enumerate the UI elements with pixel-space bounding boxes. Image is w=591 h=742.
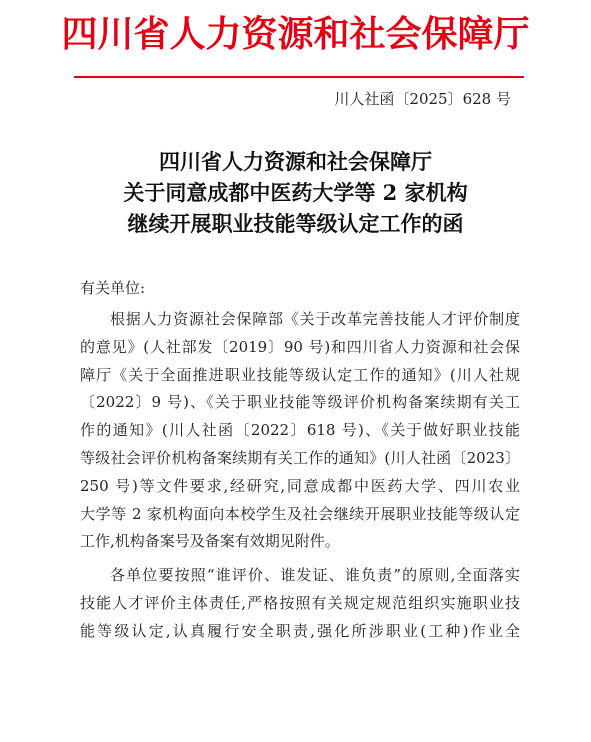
body-line: 作的通知》(川人社函〔2022〕618 号)、《关于做好职业技能 xyxy=(80,421,520,440)
salutation: 有关单位: xyxy=(80,279,146,297)
title-line-2: 关于同意成都中医药大学等 2 家机构 xyxy=(123,180,468,205)
title-line-3: 继续开展职业技能等级认定工作的函 xyxy=(127,211,464,236)
body-line: 能等级认定,认真履行安全职责,强化所涉职业(工种)作业全 xyxy=(80,621,520,640)
body-line: 的意见》(人社部发〔2019〕90 号)和四川省人力资源和社会保 xyxy=(80,337,520,356)
letterhead-title: 四川省人力资源和社会保障厅 xyxy=(61,13,530,55)
body-line: 〔2022〕9 号)、《关于职业技能等级评价机构备案续期有关工 xyxy=(80,393,520,412)
body-line: 大学等 2 家机构面向本校学生及社会继续开展职业技能等级认定 xyxy=(80,504,520,523)
body-line: 250 号)等文件要求,经研究,同意成都中医药大学、四川农业 xyxy=(80,476,520,495)
body-line: 等级社会评价机构备案续期有关工作的通知》(川人社函〔2023〕 xyxy=(80,448,520,467)
body-line: 障厅《关于全面推进职业技能等级认定工作的通知》(川人社规 xyxy=(80,365,520,384)
document-number: 川人社函〔2025〕628 号 xyxy=(334,90,511,108)
body-line: 根据人力资源社会保障部《关于改革完善技能人才评价制度 xyxy=(110,310,520,328)
body-line: 各单位要按照“谁评价、谁发证、谁负责”的原则,全面落实 xyxy=(110,566,520,585)
body-line: 工作,机构备案号及备案有效期见附件。 xyxy=(80,532,340,551)
document-body xyxy=(80,306,520,646)
body-line: 技能人才评价主体责任,严格按照有关规定规范组织实施职业技 xyxy=(80,593,520,612)
letterhead-red-rule xyxy=(74,76,524,78)
title-line-1: 四川省人力资源和社会保障厅 xyxy=(159,149,432,174)
document-title xyxy=(0,146,591,239)
